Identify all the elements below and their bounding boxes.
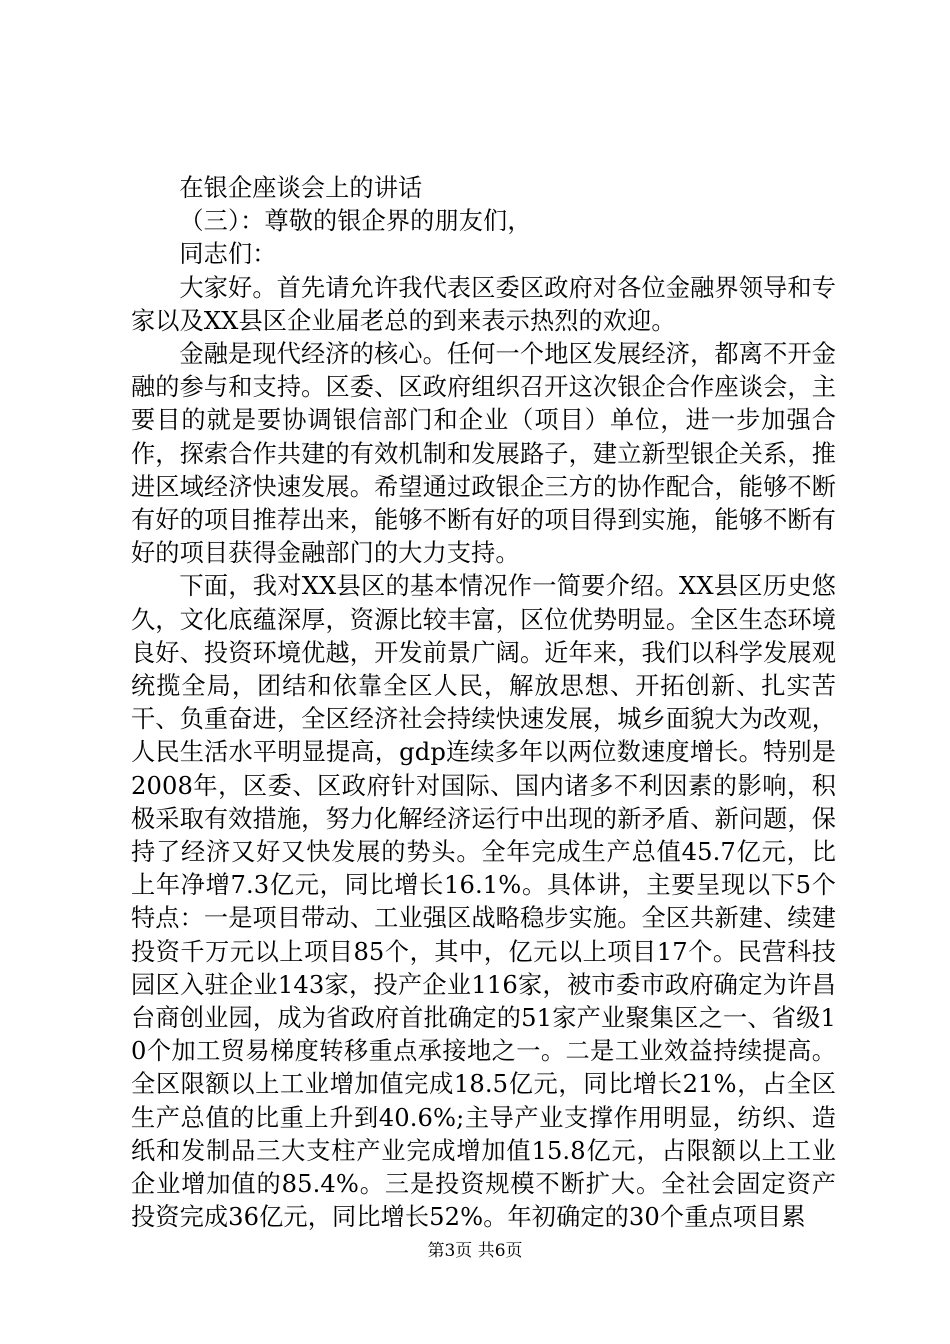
paragraph: 大家好。首先请允许我代表区委区政府对各位金融界领导和专家以及XX县区企业届老总的到来表示热烈的欢迎。 xyxy=(131,273,836,335)
page-footer xyxy=(0,1241,950,1261)
document-title: 在银企座谈会上的讲话 xyxy=(179,174,423,202)
document-body xyxy=(131,172,836,1235)
paragraph: 同志们： xyxy=(179,240,277,269)
page-number-label: 第3页 共6页 xyxy=(427,1241,523,1261)
paragraph: （三）：尊敬的银企界的朋友们， xyxy=(179,207,532,236)
paragraph: 金融是现代经济的核心。任何一个地区发展经济，都离不开金融的参与和支持。区委、区政府组织召开这次银企合作座谈会，主要目的就是要协调银信部门和企业（项目）单位，进一步加强合作，探索合作共建的有效机制和发展路子，建立新型银企关系，推进区域经济快速发展。希望通过政银企三方的协作配合，能够不断有好的项目推荐出来，能够不断有好的项目得到实施，能够不断有好的项目获得金融部门的大力支持。 xyxy=(131,340,836,568)
paragraph: 下面，我对XX县区的基本情况作一简要介绍。XX县区历史悠久，文化底蕴深厚，资源比较丰富，区位优势明显。全区生态环境良好、投资环境优越，开发前景广阔。近年来，我们以科学发展观统揽全局，团结和依靠全区人民，解放思想、开拓创新、扎实苦干、负重奋进，全区经济社会持续快速发展，城乡面貌大为改观，人民生活水平明显提高，gdp连续多年以两位数速度增长。特别是2008年，区委、区政府针对国际、国内诸多不利因素的影响，积极采取有效措施，努力化解经济运行中出现的新矛盾、新问题，保持了经济又好又快发展的势头。全年完成生产总值45.7亿元，比上年净增7.3亿元，同比增长16.1%。具体讲，主要呈现以下5个特点：一是项目带动、工业强区战略稳步实施。全区共新建、续建投资千万元以上项目85个，其中，亿元以上项目17个。民营科技园区入驻企业143家，投产企业116家，被市委市政府确定为许昌台商创业园，成为省政府首批确定的51家产业聚集区之一、省级10个加工贸易梯度转移重点承接地之一。二是工业效益持续提高。全区限额以上工业增加值完成18.5亿元，同比增长21%，占全区生产总值的比重上升到40.6%;主导产业支撑作用明显，纺织、造纸和发制品三大支柱产业完成增加值15.8亿元，占限额以上工业企业增加值的85.4%。三是投资规模不断扩大。全社会固定资产投资完成36亿元，同比增长52%。年初确定的30个重点项目累 xyxy=(131,572,836,1232)
